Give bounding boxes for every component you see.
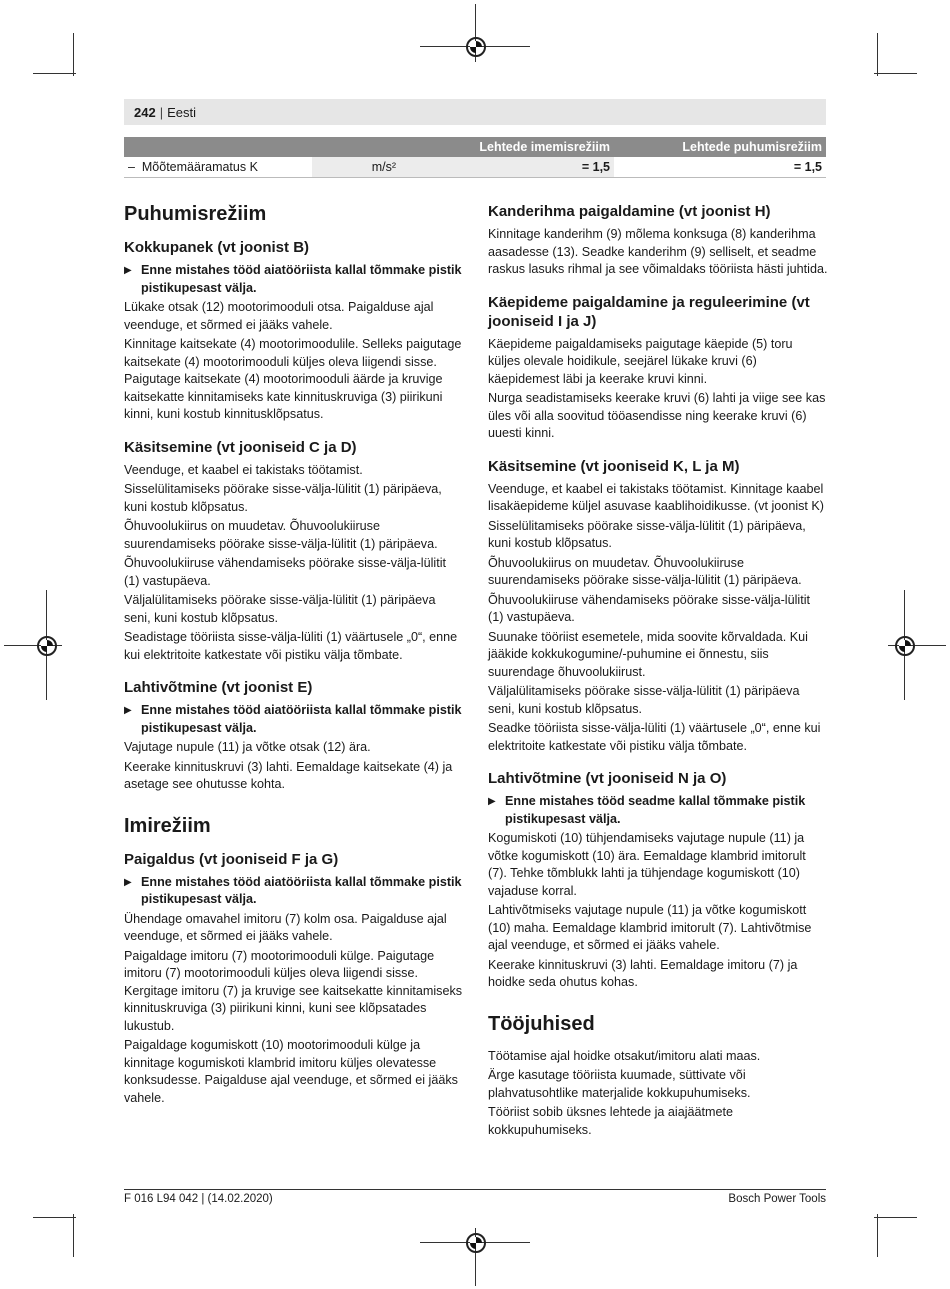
crop-mark [874,1217,917,1218]
paragraph: Seadke tööriista sisse-välja-lüliti (1) väärtusele „0“, enne kui elektritoite katkestate või pistiku välja tõmbate. [488,721,821,753]
paragraph: Töötamise ajal hoidke otsakut/imitoru alati maas. [488,1048,761,1063]
warning-text: ▶ Enne mistahes tööd aiatööriista kallal tõmmake pistik pistikupesast välja. [124,702,464,737]
table-row [124,157,826,177]
subsection-heading: Käsitsemine (vt jooniseid C ja D) [124,438,357,456]
paragraph: Sisselülitamiseks pöörake sisse-välja-lülitit (1) päripäeva, kuni kostub klõpsatus. [488,518,806,550]
paragraph: Keerake kinnituskruvi (3) lahti. Eemaldage kaitsekate (4) ja asetage see ohutusse kohta. [124,759,453,791]
page-number: 242 [134,104,156,120]
paragraph: Kinnitage kaitsekate (4) mootorimoodulile. Selleks paigutage kaitsekate (4) mootorimooduli küljes oleva liigendi sisse. Paigutage kaitsekate (4) mootorimooduli äärde ja kruvige kaitsekatte kinnitamiseks kate kinnituskruviga (3) piirikuni kinni, kuni kostub kinnitusklõpsatus. [124,337,462,421]
table-header-suction: Lehtede imemisrežiim [402,137,614,157]
paragraph: Kogumiskoti (10) tühjendamiseks vajutage nupule (11) ja võtke kogumiskott (10) ära. Eemaldage klambrid imitorult (7). Tehke tõmblukk lahti ja tühjendage kogumiskott (10) vajaduse korral. [488,831,806,898]
paragraph: Lahtivõtmiseks vajutage nupule (11) ja võtke kogumiskott (10) maha. Eemaldage klambrid imitorult (7). Lahtivõtmise ajal veenduge, et sõrmed ei jääks vahele. [488,903,812,952]
paragraph: Õhuvoolukiirus on muudetav. Õhuvoolukiiruse suurendamiseks pöörake sisse-välja-lülitit (1) päripäeva. [124,519,438,551]
paragraph: Väljalülitamiseks pöörake sisse-välja-lülitit (1) päripäeva seni, kuni kostub klõpsatus. [488,684,800,716]
table-header-cell [312,137,402,157]
registration-mark-icon [466,37,486,57]
subsection-heading: Käepideme paigaldamine ja reguleerimine (vt jooniseid I ja J) [488,293,810,330]
paragraph: Seadistage tööriista sisse-välja-lüliti (1) väärtusele „0“, enne kui elektritoite katkestate või pistiku välja tõmbate. [124,630,458,662]
footer-brand: Bosch Power Tools [728,1193,826,1205]
subsection-heading: Lahtivõtmine (vt jooniseid N ja O) [488,770,727,787]
paragraph: Veenduge, et kaabel ei takistaks töötamist. Kinnitage kaabel lisakäepideme küljel asuvase kaablihoidikusse. (vt joonist K) [488,481,825,513]
paragraph: Tööriist sobib üksnes lehtede ja aiajäätmete kokkupuhumiseks. [488,1105,734,1137]
paragraph: Sisselülitamiseks pöörake sisse-välja-lülitit (1) päripäeva, kuni kostub klõpsatus. [124,482,442,514]
page-header [124,99,826,125]
paragraph: Kinnitage kanderihm (9) mõlema konksuga (8) kanderihma aasadesse (13). Seadke kanderihm (9) selliselt, et seadme raskus lasuks rihmal ja see võimaldaks tööriista hästi juhtida. [488,227,828,276]
left-column [124,198,464,1109]
table-row-label: – Mõõtemääramatus K [124,157,312,177]
header-separator: | [159,104,164,120]
section-heading: Puhumisrežiim [124,203,267,225]
crop-mark [33,1217,76,1218]
paragraph: Käepideme paigaldamiseks paigutage käepide (5) toru küljes olevale hoidikule, seejärel lükake kruvi (6) käepidemest läbi ja keerake kruvi kinni. [488,336,793,386]
paragraph: Lükake otsak (12) mootorimooduli otsa. Paigalduse ajal veenduge, et sõrmed ei jääks vahele. [124,300,434,332]
subsection-heading: Kanderihma paigaldamine (vt joonist H) [488,203,771,220]
table-header-row [124,137,826,157]
paragraph: Paigaldage imitoru (7) mootorimooduli külge. Paigutage imitoru (7) mootorimooduli küljes oleva liigendi sisse. Kergitage imitoru (7) ja kruvige see kaitsekatte kinnitamiseks kinnituskruviga (3) piirikuni kinni, kuni see klõpsatades lukustub. [124,948,463,1033]
footer-doc-id: F 016 L94 042 | (14.02.2020) [124,1193,273,1205]
paragraph: Paigaldage kogumiskott (10) mootorimooduli külge ja kinnitage kogumiskoti klambrid imitoru küljes olevatesse konksudesse. Paigalduse ajal veenduge, et sõrmed ei jääks vahele. [124,1038,458,1105]
registration-mark-icon [37,636,57,656]
warning-text: ▶ Enne mistahes tööd seadme kallal tõmmake pistik pistikupesast välja. [488,793,828,828]
paragraph: Õhuvoolukiirus on muudetav. Õhuvoolukiiruse suurendamiseks pöörake sisse-välja-lülitit (1) päripäeva. [488,555,802,587]
crop-mark [73,33,74,76]
paragraph: Ühendage omavahel imitoru (7) kolm osa. Paigalduse ajal veenduge, et sõrmed ei jääks vahele. [124,911,447,943]
table-header-blowing: Lehtede puhumisrežiim [614,137,826,157]
paragraph: Nurga seadistamiseks keerake kruvi (6) lahti ja viige see kas üles või alla soovitud tööasendisse ning keerake kruvi (6) uuesti kinni. [488,391,826,440]
table-header-cell [124,137,312,157]
paragraph: Vajutage nupule (11) ja võtke otsak (12) ära. [124,740,371,754]
crop-mark [877,1214,878,1257]
table-row-blowing-value: = 1,5 [614,157,826,177]
header-language: Eesti [167,104,196,120]
section-heading: Imirežiim [124,814,211,837]
subsection-heading: Käsitsemine (vt jooniseid K, L ja M) [488,457,740,475]
paragraph: Ärge kasutage tööriista kuumade, süttivate või plahvatusohtlike materjalide kokkupuhumiseks. [488,1068,751,1100]
section-heading: Tööjuhised [488,1012,595,1035]
subsection-heading: Lahtivõtmine (vt joonist E) [124,679,313,696]
spec-table [124,137,826,178]
subsection-heading: Paigaldus (vt jooniseid F ja G) [124,850,339,868]
paragraph: Õhuvoolukiiruse vähendamiseks pöörake sisse-välja-lülitit (1) vastupäeva. [488,592,810,624]
crop-mark [73,1214,74,1257]
table-row-suction-value: = 1,5 [402,157,614,177]
paragraph: Suunake tööriist esemetele, mida soovite kõrvaldada. Kui jääkide kokkukogumine/-puhumine ei õnnestu, siis suurendage õhuvoolukiirust. [488,629,808,679]
warning-text: ▶ Enne mistahes tööd aiatööriista kallal tõmmake pistik pistikupesast välja. [124,262,464,297]
paragraph: Väljalülitamiseks pöörake sisse-välja-lülitit (1) päripäeva seni, kuni kostub klõpsatus. [124,593,436,625]
table-row-unit: m/s² [312,157,402,177]
paragraph: Õhuvoolukiiruse vähendamiseks pöörake sisse-välja-lülitit (1) vastupäeva. [124,556,446,588]
subsection-heading: Kokkupanek (vt joonist B) [124,239,310,256]
crop-mark [33,73,76,74]
right-column [488,202,828,1141]
registration-mark-icon [466,1233,486,1253]
warning-text: ▶ Enne mistahes tööd aiatööriista kallal tõmmake pistik pistikupesast välja. [124,874,464,909]
paragraph: Keerake kinnituskruvi (3) lahti. Eemaldage imitoru (7) ja hoidke seda ohutus kohas. [488,957,798,989]
registration-mark-icon [895,636,915,656]
crop-mark [874,73,917,74]
paragraph: Veenduge, et kaabel ei takistaks töötamist. [124,462,363,477]
footer-divider [124,1189,826,1190]
crop-mark [877,33,878,76]
